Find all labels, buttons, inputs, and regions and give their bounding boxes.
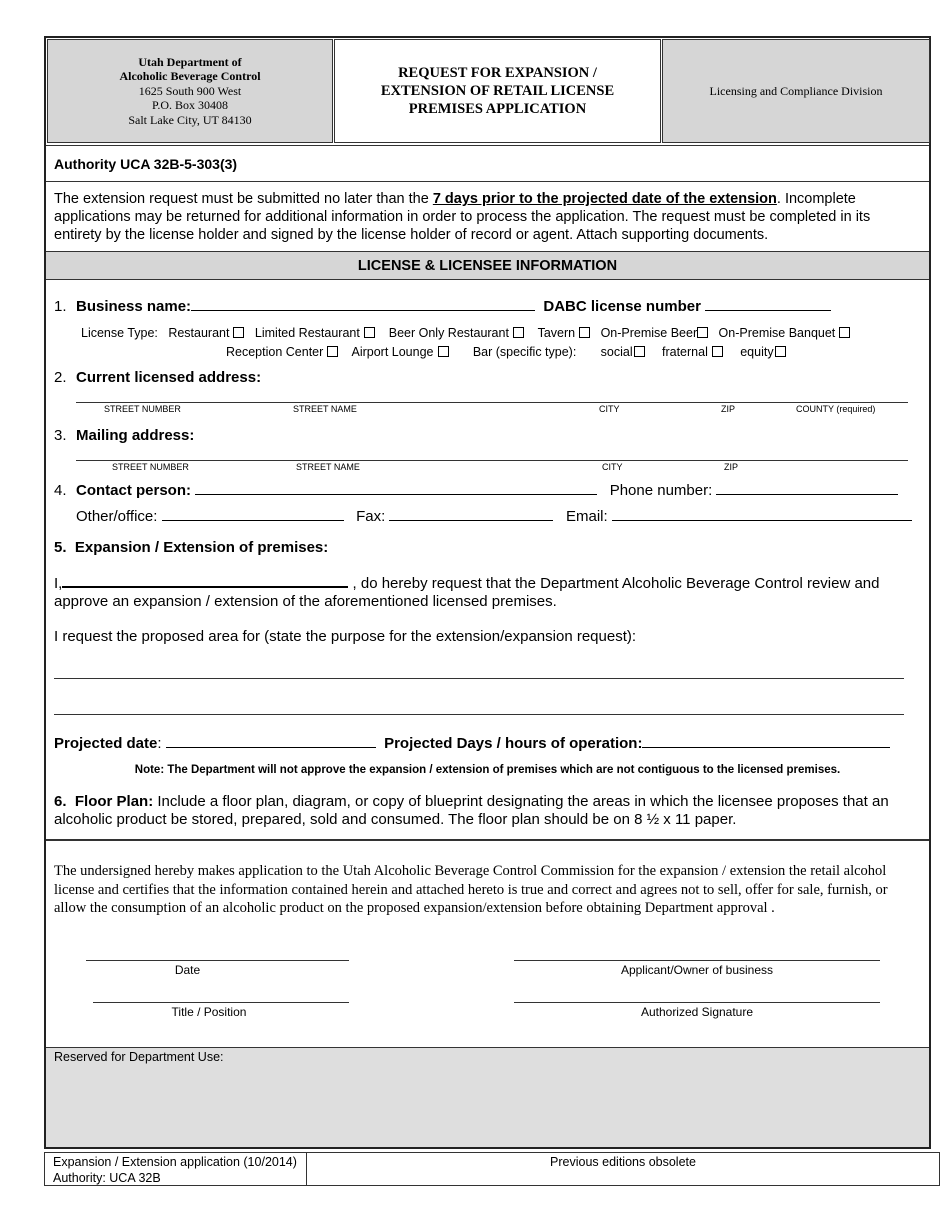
footer-left-cell <box>45 1153 307 1185</box>
form-title-line3: PREMISES APPLICATION <box>408 101 587 117</box>
projected-row <box>54 734 890 752</box>
restaurant-checkbox[interactable] <box>233 327 244 338</box>
request-text: , do hereby request that the Department Alcoholic Beverage Control review and approve an expansion / extension of the aforementioned licensed premises. <box>54 575 880 610</box>
bar-type-social-label: social <box>600 345 633 359</box>
date-signature-line[interactable] <box>86 960 349 961</box>
form-title-line1: REQUEST FOR EXPANSION / <box>398 65 597 81</box>
address-line1: 1625 South 900 West <box>138 83 242 98</box>
item-number: 3. <box>54 427 67 444</box>
equity-checkbox[interactable] <box>775 346 786 357</box>
business-name-field[interactable] <box>191 297 535 311</box>
deadline-emphasis: 7 days prior to the projected date of the extension <box>432 191 777 207</box>
city-label: CITY <box>602 462 623 472</box>
projected-date-field[interactable] <box>166 734 376 748</box>
street-number-label: STREET NUMBER <box>112 462 189 472</box>
section-title: LICENSE & LICENSEE INFORMATION <box>357 257 618 274</box>
purpose-field-line2[interactable] <box>54 714 904 715</box>
dabc-license-label: DABC license number <box>543 298 701 315</box>
on-premise-beer-checkbox[interactable] <box>697 327 708 338</box>
email-label: Email: <box>566 508 608 525</box>
license-type-label: License Type: <box>81 326 158 340</box>
authority-citation: Authority UCA 32B-5-303(3) <box>54 156 238 172</box>
form-header <box>46 38 929 145</box>
projected-date-label: Projected date <box>54 735 158 752</box>
mailing-address-field[interactable] <box>76 460 908 461</box>
license-type-restaurant <box>168 326 244 340</box>
title-position-label: Title / Position <box>171 1005 247 1019</box>
other-office-label: Other/office: <box>76 508 158 525</box>
expansion-label: Expansion / Extension of premises: <box>74 539 329 556</box>
contiguous-note: Note: The Department will not approve the expansion / extension of premises which are not contiguous to the licensed premises. <box>134 764 841 776</box>
license-type-label-text: Beer Only Restaurant <box>388 326 509 340</box>
airport-lounge-checkbox[interactable] <box>438 346 449 357</box>
division-cell <box>662 39 930 143</box>
reserved-label: Reserved for Department Use: <box>54 1050 224 1064</box>
fax-label: Fax: <box>356 508 386 525</box>
license-type-on-premise-beer <box>601 326 709 340</box>
other-office-field[interactable] <box>162 507 344 521</box>
street-name-label: STREET NAME <box>293 404 357 414</box>
projected-hours-label: Projected Days / hours of operation: <box>384 735 643 752</box>
item-number: 6. <box>54 793 67 810</box>
current-address-row <box>54 369 261 386</box>
request-prefix: I, <box>54 575 63 592</box>
department-use-box <box>46 1047 929 1147</box>
intro-text: The extension request must be submitted no later than the <box>54 191 433 207</box>
form-footer <box>44 1152 940 1186</box>
zip-label: ZIP <box>721 404 736 414</box>
purpose-field-line1[interactable] <box>54 678 904 679</box>
license-type-banquet <box>719 326 851 340</box>
city-label: CITY <box>599 404 620 414</box>
date-label: Date <box>174 963 201 977</box>
license-type-label-text: Tavern <box>537 326 576 340</box>
bar-type-label: Bar (specific type): <box>472 345 577 359</box>
purpose-prompt: I request the proposed area for (state the purpose for the extension/expansion request): <box>54 628 637 645</box>
item-number: 4. <box>54 482 67 499</box>
contact-person-label: Contact person: <box>76 482 192 499</box>
banquet-checkbox[interactable] <box>839 327 850 338</box>
contact-row <box>54 481 898 499</box>
form-title-cell <box>334 39 661 143</box>
limited-restaurant-checkbox[interactable] <box>364 327 375 338</box>
mailing-address-label: Mailing address: <box>76 427 195 444</box>
applicant-label: Applicant/Owner of business <box>620 963 774 977</box>
current-address-label: Current licensed address: <box>76 369 262 386</box>
bar-type-fraternal-label: fraternal <box>661 345 708 359</box>
divider <box>46 839 929 841</box>
license-type-label-text: On-Premise Banquet <box>718 326 836 340</box>
projected-date-colon: : <box>157 735 162 752</box>
item-number: 1. <box>54 298 67 315</box>
license-type-label-text: Reception Center <box>226 345 324 359</box>
form-name: Expansion / Extension application (10/2014) <box>53 1155 297 1169</box>
division-name: Licensing and Compliance Division <box>709 83 883 98</box>
divider <box>46 181 929 182</box>
license-type-row2 <box>226 345 786 359</box>
street-number-label: STREET NUMBER <box>104 404 181 414</box>
business-name-colon: : <box>186 298 192 315</box>
reception-center-checkbox[interactable] <box>327 346 338 357</box>
beer-only-checkbox[interactable] <box>513 327 524 338</box>
requester-name-field[interactable] <box>62 574 348 588</box>
intro-text: . Incomplete applications may be returned for additional information in order to process the application. The request must be completed in its entirety by the license holder and signed by the license holder of record or agent. Attach supporting documents. <box>54 191 871 243</box>
form-title-line2: EXTENSION OF RETAIL LICENSE <box>380 83 615 99</box>
business-name-row <box>54 297 831 315</box>
license-type-label-text: On-Premise Beer <box>600 326 698 340</box>
projected-hours-field[interactable] <box>642 734 890 748</box>
floor-plan-label: Floor Plan: <box>74 793 154 810</box>
contact-person-field[interactable] <box>195 481 597 495</box>
email-field[interactable] <box>612 507 912 521</box>
floor-plan-paragraph <box>54 793 920 829</box>
dabc-license-field[interactable] <box>705 297 831 311</box>
section-title-band <box>46 251 929 280</box>
dept-name-line2: Alcoholic Beverage Control <box>119 69 261 84</box>
license-type-label-text: Airport Lounge <box>351 345 434 359</box>
bar-type-equity-label: equity <box>740 345 774 359</box>
address-line3: Salt Lake City, UT 84130 <box>128 112 252 127</box>
mailing-address-row <box>54 427 194 444</box>
license-type-limited <box>255 326 375 340</box>
request-statement <box>54 574 920 611</box>
phone-label: Phone number: <box>609 482 713 499</box>
item-number: 2. <box>54 369 67 386</box>
license-type-beer-only <box>389 326 524 340</box>
editions-notice: Previous editions obsolete <box>550 1155 696 1169</box>
application-form <box>44 36 931 1149</box>
license-type-tavern <box>538 326 591 340</box>
license-type-label-text: Restaurant <box>168 326 230 340</box>
expansion-row <box>54 539 328 556</box>
current-address-field[interactable] <box>76 402 908 403</box>
footer-authority: Authority: UCA 32B <box>53 1170 161 1185</box>
authorized-signature-label: Authorized Signature <box>640 1005 754 1019</box>
title-signature-line[interactable] <box>93 1002 349 1003</box>
tavern-checkbox[interactable] <box>579 327 590 338</box>
business-name-label: Business name <box>76 298 187 315</box>
street-name-label: STREET NAME <box>296 462 360 472</box>
address-line2: P.O. Box 30408 <box>151 98 228 113</box>
phone-field[interactable] <box>716 481 898 495</box>
other-contact-row <box>76 507 912 525</box>
divider <box>46 145 929 146</box>
certification-text: The undersigned hereby makes application to the Utah Alcoholic Beverage Control Commission for the expansion / extension the retail alcohol license and certifies that the information contained herein and attached hereto is true and correct and agrees not to sell, offer for sale, furnish, or allow the consumption of an alcoholic product on the proposed expansion/extension before obtaining Department approval . <box>54 863 888 916</box>
dept-name-line1: Utah Department of <box>138 54 242 69</box>
county-label: COUNTY (required) <box>796 404 876 414</box>
item-number: 5. <box>54 539 67 556</box>
intro-paragraph <box>54 190 918 244</box>
applicant-signature-line[interactable] <box>514 960 880 961</box>
license-type-label-text: Limited Restaurant <box>254 326 360 340</box>
fax-field[interactable] <box>389 507 553 521</box>
authorized-signature-line[interactable] <box>514 1002 880 1003</box>
license-type-row1 <box>81 326 850 340</box>
social-checkbox[interactable] <box>634 346 645 357</box>
department-info-cell <box>47 39 333 143</box>
zip-label: ZIP <box>724 462 739 472</box>
floor-plan-text: Include a floor plan, diagram, or copy of blueprint designating the areas in which the licensee proposes that an alcoholic product be stored, prepared, sold and consumed. The floor plan should be on 8 ½ x 11 paper. <box>54 793 889 828</box>
fraternal-checkbox[interactable] <box>712 346 723 357</box>
